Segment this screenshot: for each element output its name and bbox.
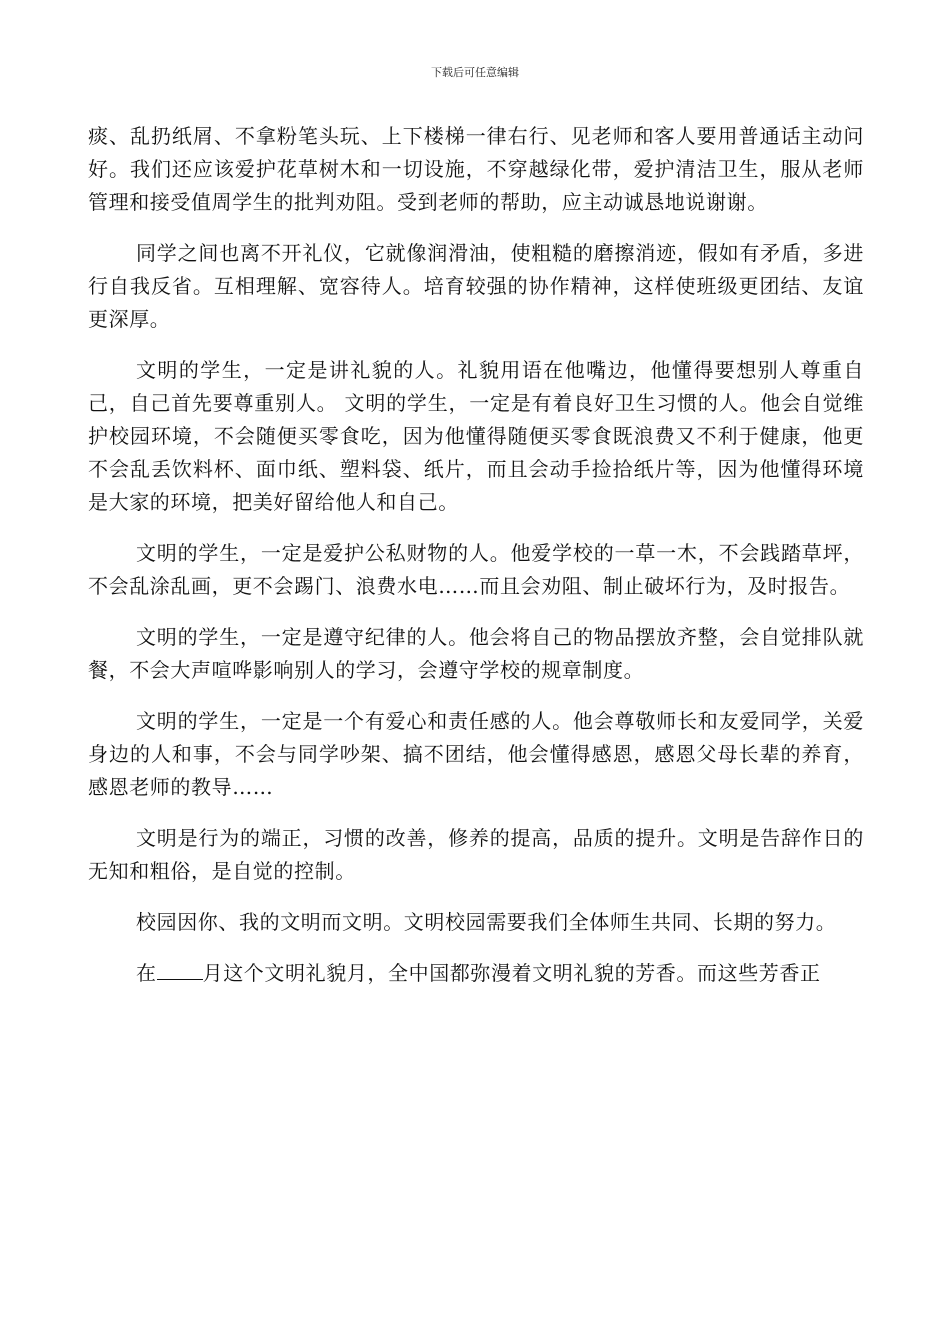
paragraph-6: 文明的学生，一定是一个有爱心和责任感的人。他会尊敬师长和友爱同学，关爱身边的人和事，不会与同学吵架、搞不团结，他会懂得感恩，感恩父母长辈的养育，感恩老师的教导……: [88, 709, 864, 799]
paragraph-8: 校园因你、我的文明而文明。文明校园需要我们全体师生共同、长期的努力。: [136, 910, 837, 934]
paragraph-9: [88, 957, 864, 990]
document-body: [88, 120, 864, 1008]
paragraph-3: 文明的学生，一定是讲礼貌的人。礼貌用语在他嘴边，他懂得要想别人尊重自己，自己首先要尊重别人。 文明的学生，一定是有着良好卫生习惯的人。他会自觉维护校园环境，不会随便买零食吃，因为他懂得随便买零食既浪费又不利于健康，他更不会乱丢饮料杯、面巾纸、塑料袋、纸片，而且会动手捡拾纸片等，因为他懂得环境是大家的环境，把美好留给他人和自己。: [88, 358, 864, 514]
paragraph-4: 文明的学生，一定是爱护公私财物的人。他爱学校的一草一木，不会践踏草坪，不会乱涂乱画，更不会踢门、浪费水电……而且会劝阻、制止破坏行为，及时报告。: [88, 541, 864, 598]
paragraph-5: 文明的学生，一定是遵守纪律的人。他会将自己的物品摆放齐整，会自觉排队就餐，不会大声喧哗影响别人的学习，会遵守学校的规章制度。: [88, 625, 864, 682]
paragraph-9-rest: 月这个文明礼貌月，全中国都弥漫着文明礼貌的芳香。而这些芳香正: [202, 961, 821, 985]
paragraph-2: 同学之间也离不开礼仪，它就像润滑油，使粗糙的磨擦消迹，假如有矛盾，多进行自我反省。互相理解、宽容待人。培育较强的协作精神，这样使班级更团结、友谊更深厚。: [88, 241, 864, 331]
paragraph-7: 文明是行为的端正，习惯的改善，修养的提高，品质的提升。文明是告辞作日的无知和粗俗，是自觉的控制。: [88, 826, 864, 883]
fill-in-blank: [157, 961, 203, 980]
paragraph-1: 痰、乱扔纸屑、不拿粉笔头玩、上下楼梯一律右行、见老师和客人要用普通话主动问好。我们还应该爱护花草树木和一切设施，不穿越绿化带，爱护清洁卫生，服从老师管理和接受值周学生的批判劝阻。受到老师的帮助，应主动诚恳地说谢谢。: [88, 124, 864, 214]
page-header: 下载后可任意编辑: [431, 66, 519, 79]
paragraph-9-start: 在: [136, 961, 157, 985]
